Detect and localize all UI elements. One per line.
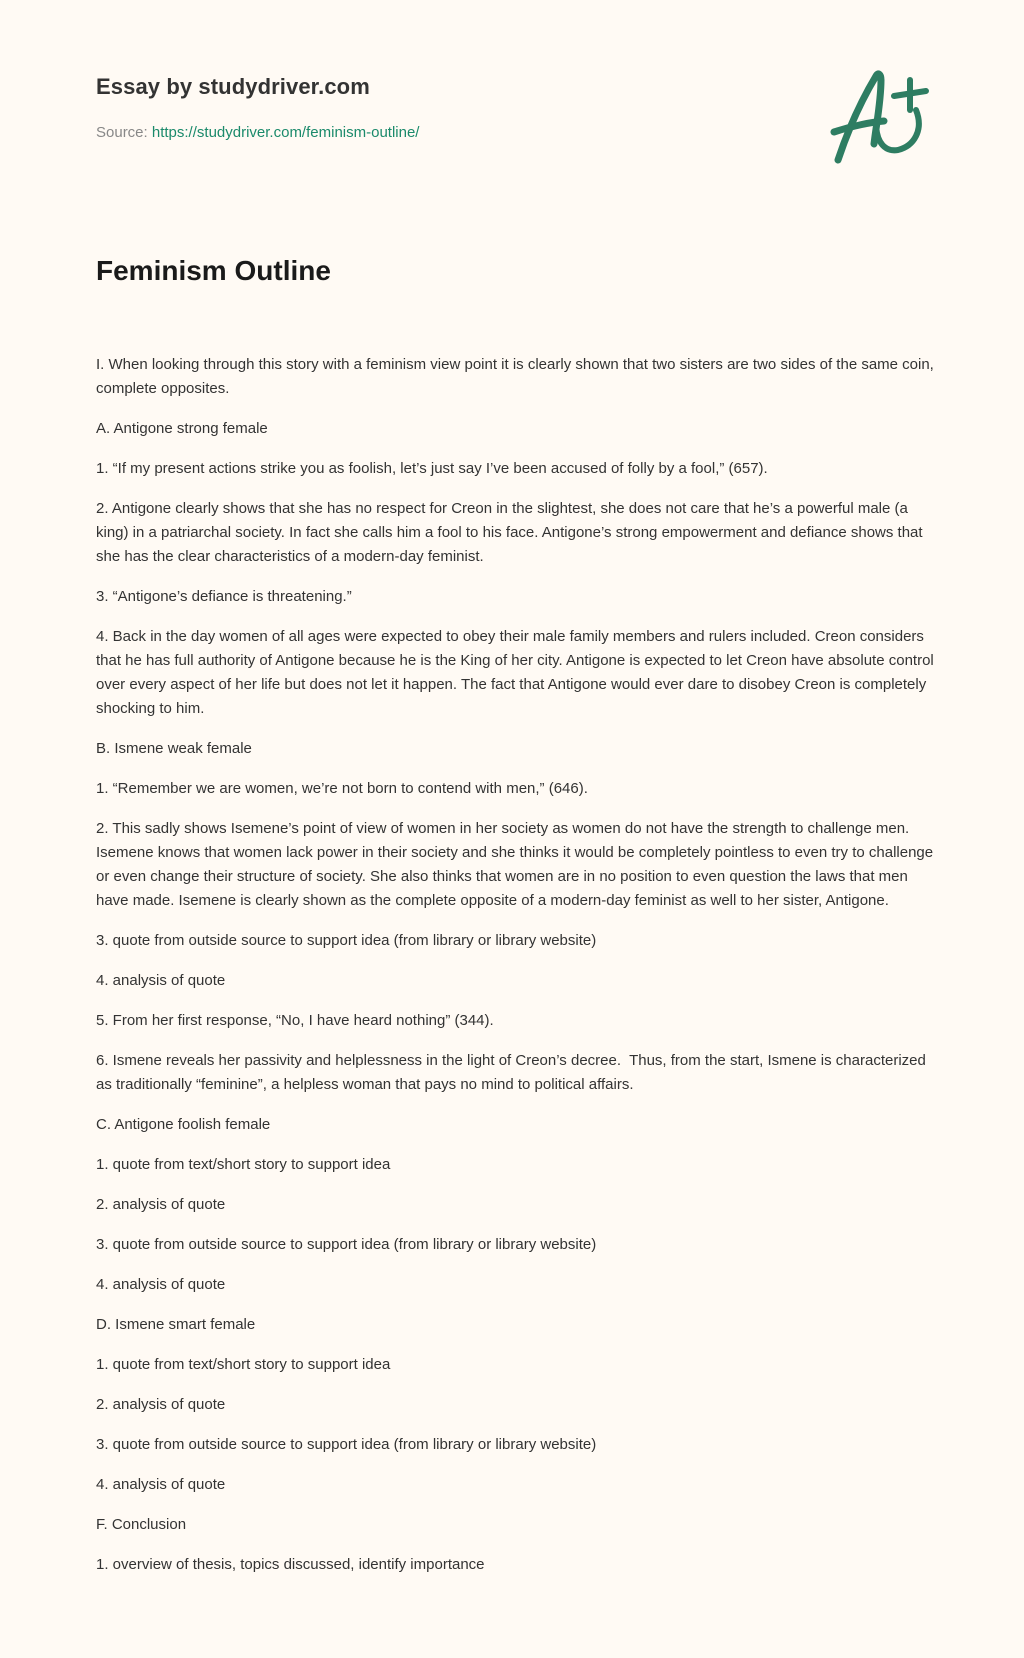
document-body [96, 353, 936, 1593]
outline-item: 4. Back in the day women of all ages were expected to obey their male family members and rulers included. Creon considers that he has full authority of Antigone because he is the King of her city. Antigone is expected to let Creon have absolute control over every aspect of her life but does not let it happen. The fact that Antigone would ever dare to disobey Creon is completely shocking to him. [96, 628, 934, 717]
outline-item: 2. analysis of quote [96, 1396, 226, 1413]
outline-item: 1. “If my present actions strike you as foolish, let’s just say I’ve been accused of folly by a fool,” (657). [96, 460, 768, 477]
outline-item: 1. quote from text/short story to support idea [96, 1356, 391, 1373]
outline-item: 4. analysis of quote [96, 1476, 226, 1493]
outline-item: 2. analysis of quote [96, 1196, 226, 1213]
outline-item: A. Antigone strong female [96, 420, 268, 437]
source-line [96, 124, 419, 141]
outline-item: 1. overview of thesis, topics discussed, identify importance [96, 1556, 485, 1573]
document-title: Feminism Outline [96, 255, 331, 286]
outline-item: 5. From her first response, “No, I have heard nothing” (344). [96, 1012, 494, 1029]
outline-item: D. Ismene smart female [96, 1316, 256, 1333]
outline-item: C. Antigone foolish female [96, 1116, 271, 1133]
source-link[interactable]: https://studydriver.com/feminism-outline/ [151, 124, 420, 141]
outline-item: 3. “Antigone’s defiance is threatening.” [96, 588, 352, 605]
outline-item: 2. Antigone clearly shows that she has no respect for Creon in the slightest, she does not care that he’s a powerful male (a king) in a patriarchal society. In fact she calls him a fool to his face. Antigone’s strong empowerment and defiance shows that she has the clear characteristics of a modern-day feminist. [96, 500, 923, 565]
outline-item: 1. “Remember we are women, we’re not born to contend with men,” (646). [96, 780, 588, 797]
outline-item: 6. Ismene reveals her passivity and helplessness in the light of Creon’s decree. Thus, from the start, Ismene is characterized as traditionally “feminine”, a helpless woman that pays no mind to political affairs. [96, 1052, 926, 1093]
outline-item: 2. This sadly shows Isemene’s point of view of women in her society as women do not have the strength to challenge men. Isemene knows that women lack power in their society and she thinks it would be completely pointless to even try to challenge or even change their structure of society. She also thinks that women are in no position to even question the laws that men have made. Isemene is clearly shown as the complete opposite of a modern-day feminist as well to her sister, Antigone. [96, 820, 934, 909]
outline-item: 1. quote from text/short story to support idea [96, 1156, 391, 1173]
a-plus-grade-icon [824, 66, 934, 166]
outline-item: 3. quote from outside source to support idea (from library or library website) [96, 932, 597, 949]
outline-item: B. Ismene weak female [96, 740, 252, 757]
outline-item: 3. quote from outside source to support idea (from library or library website) [96, 1436, 597, 1453]
outline-item: 4. analysis of quote [96, 972, 226, 989]
outline-item: I. When looking through this story with a feminism view point it is clearly shown that two sisters are two sides of the same coin, complete opposites. [96, 356, 934, 397]
outline-item: 3. quote from outside source to support idea (from library or library website) [96, 1236, 597, 1253]
source-label: Source: [96, 124, 152, 141]
outline-item: F. Conclusion [96, 1516, 187, 1533]
outline-item: 4. analysis of quote [96, 1276, 226, 1293]
brand-title: Essay by studydriver.com [96, 74, 370, 99]
